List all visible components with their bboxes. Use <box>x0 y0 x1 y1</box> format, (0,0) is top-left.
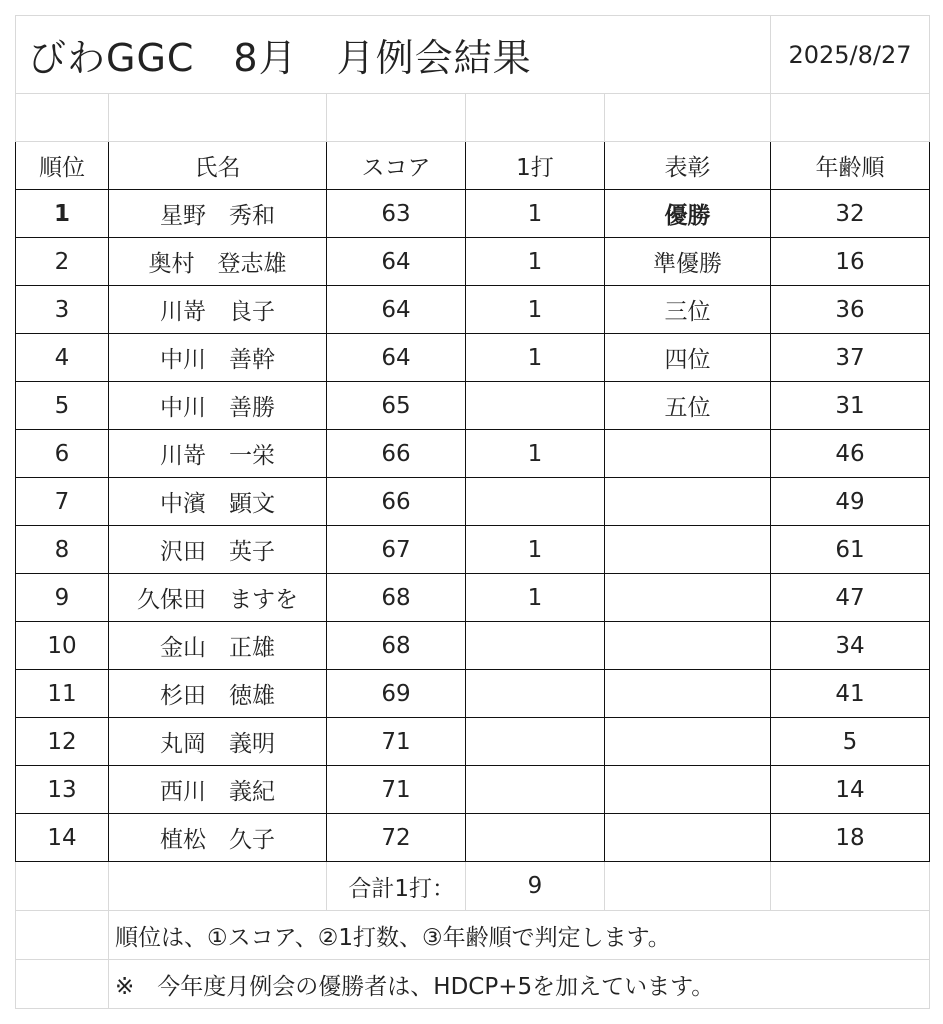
cell-score: 69 <box>327 670 466 718</box>
total-value: 9 <box>466 862 605 911</box>
cell-score: 63 <box>327 190 466 238</box>
cell-name: 沢田 英子 <box>109 526 327 574</box>
header-award: 表彰 <box>605 142 771 190</box>
cell-age-order: 37 <box>771 334 930 382</box>
cell-age-order: 36 <box>771 286 930 334</box>
cell-rank: 14 <box>16 814 109 862</box>
table-row <box>16 190 930 238</box>
header-score: スコア <box>327 142 466 190</box>
cell-score: 68 <box>327 574 466 622</box>
cell-award <box>605 766 771 814</box>
cell-score: 64 <box>327 286 466 334</box>
cell-one-stroke: 1 <box>466 334 605 382</box>
cell-score: 67 <box>327 526 466 574</box>
cell-one-stroke: 1 <box>466 286 605 334</box>
cell-score: 68 <box>327 622 466 670</box>
cell-age-order: 47 <box>771 574 930 622</box>
cell-rank: 2 <box>16 238 109 286</box>
header-age-order: 年齢順 <box>771 142 930 190</box>
cell-one-stroke <box>466 622 605 670</box>
cell-name: 杉田 徳雄 <box>109 670 327 718</box>
cell-award <box>605 670 771 718</box>
event-date: 2025/8/27 <box>771 16 930 94</box>
cell-name: 金山 正雄 <box>109 622 327 670</box>
table-row <box>16 478 930 526</box>
table-row <box>16 286 930 334</box>
cell-age-order: 18 <box>771 814 930 862</box>
cell-one-stroke <box>466 478 605 526</box>
cell-award <box>605 622 771 670</box>
note-ranking-rule: 順位は、①スコア、②1打数、③年齢順で判定します。 <box>109 911 930 960</box>
table-row <box>16 622 930 670</box>
cell-age-order: 16 <box>771 238 930 286</box>
cell-one-stroke <box>466 718 605 766</box>
note-handicap-rule: ※ 今年度月例会の優勝者は、HDCP+5を加えています。 <box>109 960 930 1009</box>
cell-award <box>605 574 771 622</box>
note-row <box>16 960 930 1009</box>
cell-name: 久保田 ますを <box>109 574 327 622</box>
table-row <box>16 334 930 382</box>
cell-score: 64 <box>327 334 466 382</box>
cell-rank: 8 <box>16 526 109 574</box>
cell-name: 川嵜 良子 <box>109 286 327 334</box>
cell-age-order: 61 <box>771 526 930 574</box>
table-row <box>16 574 930 622</box>
cell-award <box>605 718 771 766</box>
cell-age-order: 46 <box>771 430 930 478</box>
cell-age-order: 32 <box>771 190 930 238</box>
cell-name: 丸岡 義明 <box>109 718 327 766</box>
cell-one-stroke <box>466 382 605 430</box>
cell-score: 71 <box>327 718 466 766</box>
cell-rank: 10 <box>16 622 109 670</box>
cell-name: 中濱 顕文 <box>109 478 327 526</box>
cell-rank: 9 <box>16 574 109 622</box>
cell-rank: 5 <box>16 382 109 430</box>
cell-rank: 12 <box>16 718 109 766</box>
header-rank: 順位 <box>16 142 109 190</box>
cell-score: 64 <box>327 238 466 286</box>
title-row <box>16 16 930 94</box>
cell-score: 71 <box>327 766 466 814</box>
cell-age-order: 41 <box>771 670 930 718</box>
table-row <box>16 238 930 286</box>
cell-rank: 4 <box>16 334 109 382</box>
cell-award <box>605 430 771 478</box>
cell-one-stroke: 1 <box>466 190 605 238</box>
header-name: 氏名 <box>109 142 327 190</box>
table-row <box>16 814 930 862</box>
table-row <box>16 766 930 814</box>
cell-award: 優勝 <box>605 190 771 238</box>
cell-award: 五位 <box>605 382 771 430</box>
cell-rank: 13 <box>16 766 109 814</box>
cell-name: 植松 久子 <box>109 814 327 862</box>
table-row <box>16 382 930 430</box>
cell-name: 星野 秀和 <box>109 190 327 238</box>
cell-rank: 1 <box>16 190 109 238</box>
cell-one-stroke <box>466 766 605 814</box>
note-row <box>16 911 930 960</box>
cell-name: 中川 善勝 <box>109 382 327 430</box>
cell-age-order: 5 <box>771 718 930 766</box>
cell-award: 準優勝 <box>605 238 771 286</box>
cell-award <box>605 478 771 526</box>
total-row <box>16 862 930 911</box>
table-row <box>16 670 930 718</box>
cell-age-order: 14 <box>771 766 930 814</box>
cell-one-stroke <box>466 814 605 862</box>
page-title: びわGGC 8月 月例会結果 <box>16 16 771 94</box>
cell-one-stroke: 1 <box>466 238 605 286</box>
cell-name: 川嵜 一栄 <box>109 430 327 478</box>
cell-rank: 7 <box>16 478 109 526</box>
cell-age-order: 31 <box>771 382 930 430</box>
cell-score: 65 <box>327 382 466 430</box>
cell-score: 66 <box>327 430 466 478</box>
table-row <box>16 718 930 766</box>
cell-score: 66 <box>327 478 466 526</box>
table-row <box>16 430 930 478</box>
cell-one-stroke <box>466 670 605 718</box>
cell-rank: 3 <box>16 286 109 334</box>
total-label: 合計1打： <box>327 862 466 911</box>
cell-name: 奥村 登志雄 <box>109 238 327 286</box>
cell-award <box>605 526 771 574</box>
cell-score: 72 <box>327 814 466 862</box>
header-one-stroke: 1打 <box>466 142 605 190</box>
cell-award: 三位 <box>605 286 771 334</box>
cell-age-order: 49 <box>771 478 930 526</box>
cell-rank: 6 <box>16 430 109 478</box>
blank-row <box>16 94 930 142</box>
results-sheet <box>15 15 930 1009</box>
cell-name: 中川 善幹 <box>109 334 327 382</box>
cell-one-stroke: 1 <box>466 526 605 574</box>
table-row <box>16 526 930 574</box>
cell-one-stroke: 1 <box>466 430 605 478</box>
header-row <box>16 142 930 190</box>
cell-name: 西川 義紀 <box>109 766 327 814</box>
cell-one-stroke: 1 <box>466 574 605 622</box>
cell-age-order: 34 <box>771 622 930 670</box>
cell-award <box>605 814 771 862</box>
cell-rank: 11 <box>16 670 109 718</box>
cell-award: 四位 <box>605 334 771 382</box>
